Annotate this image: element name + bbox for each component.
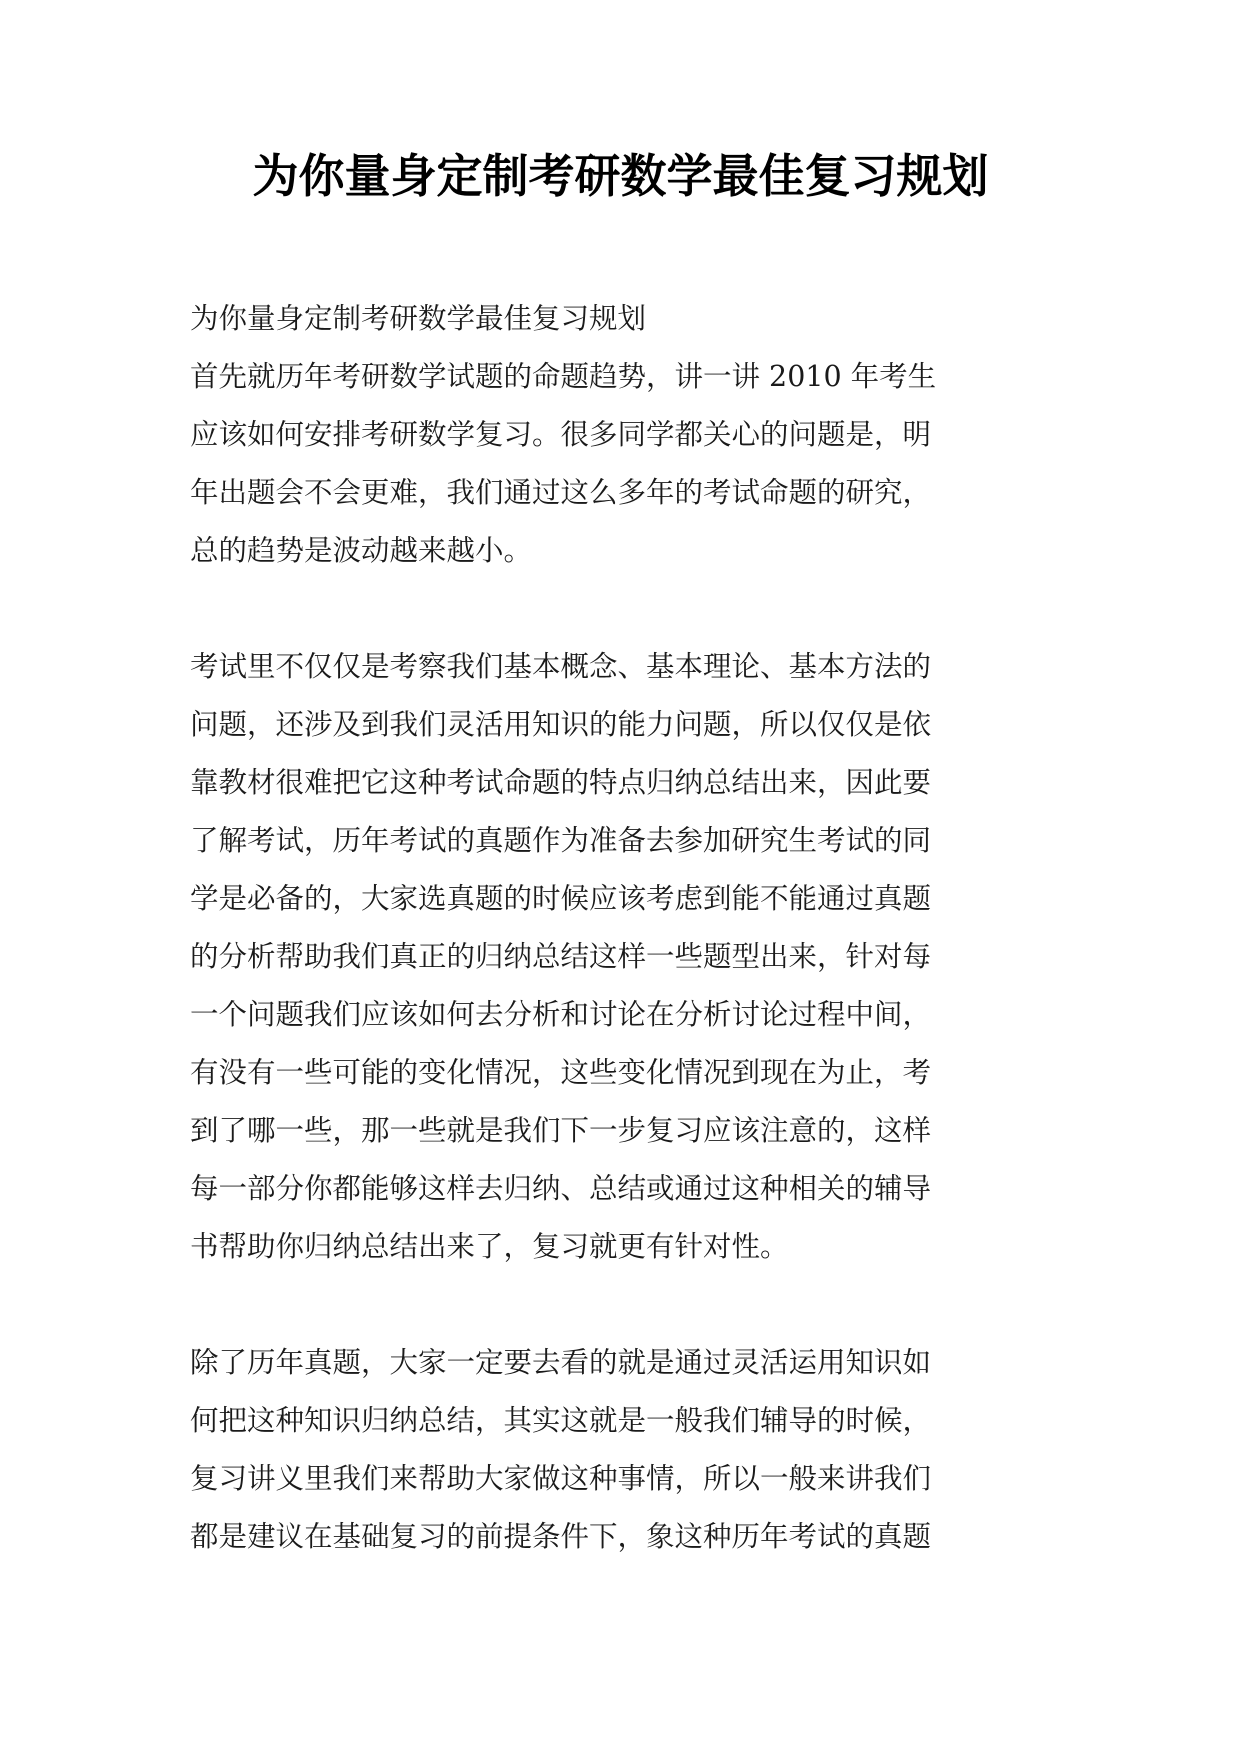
paragraph-line: 有没有一些可能的变化情况，这些变化情况到现在为止，考	[190, 1056, 932, 1089]
paragraph-line: 到了哪一些，那一些就是我们下一步复习应该注意的，这样	[190, 1114, 932, 1147]
paragraph-line: 复习讲义里我们来帮助大家做这种事情，所以一般来讲我们	[190, 1462, 932, 1495]
paragraph-line: 了解考试，历年考试的真题作为准备去参加研究生考试的同	[190, 824, 932, 857]
paragraph-3	[190, 1334, 1050, 1566]
paragraph-line: 学是必备的，大家选真题的时候应该考虑到能不能通过真题	[190, 882, 932, 915]
paragraph-line: 书帮助你归纳总结出来了，复习就更有针对性。	[190, 1230, 789, 1263]
paragraph-line: 首先就历年考研数学试题的命题趋势，讲一讲 2010 年考生	[190, 360, 937, 393]
paragraph-1	[190, 348, 1050, 580]
paragraph-line: 何把这种知识归纳总结，其实这就是一般我们辅导的时候，	[190, 1404, 932, 1437]
paragraph-line: 总的趋势是波动越来越小。	[190, 534, 533, 567]
document-subtitle: 为你量身定制考研数学最佳复习规划	[190, 302, 647, 335]
document-title: 为你量身定制考研数学最佳复习规划	[252, 149, 989, 203]
paragraph-line: 一个问题我们应该如何去分析和讨论在分析讨论过程中间，	[190, 998, 932, 1031]
paragraph-line: 考试里不仅仅是考察我们基本概念、基本理论、基本方法的	[190, 650, 932, 683]
paragraph-line: 每一部分你都能够这样去归纳、总结或通过这种相关的辅导	[190, 1172, 932, 1205]
paragraph-line: 靠教材很难把它这种考试命题的特点归纳总结出来，因此要	[190, 766, 932, 799]
paragraph-line: 的分析帮助我们真正的归纳总结这样一些题型出来，针对每	[190, 940, 932, 973]
paragraph-2	[190, 638, 1050, 1276]
document-body	[190, 290, 1050, 1624]
paragraph-line: 除了历年真题，大家一定要去看的就是通过灵活运用知识如	[190, 1346, 932, 1379]
paragraph-line: 问题，还涉及到我们灵活用知识的能力问题，所以仅仅是依	[190, 708, 932, 741]
paragraph-line: 年出题会不会更难，我们通过这么多年的考试命题的研究，	[190, 476, 932, 509]
paragraph-line: 应该如何安排考研数学复习。很多同学都关心的问题是，明	[190, 418, 932, 451]
paragraph-line: 都是建议在基础复习的前提条件下，象这种历年考试的真题	[190, 1520, 932, 1553]
